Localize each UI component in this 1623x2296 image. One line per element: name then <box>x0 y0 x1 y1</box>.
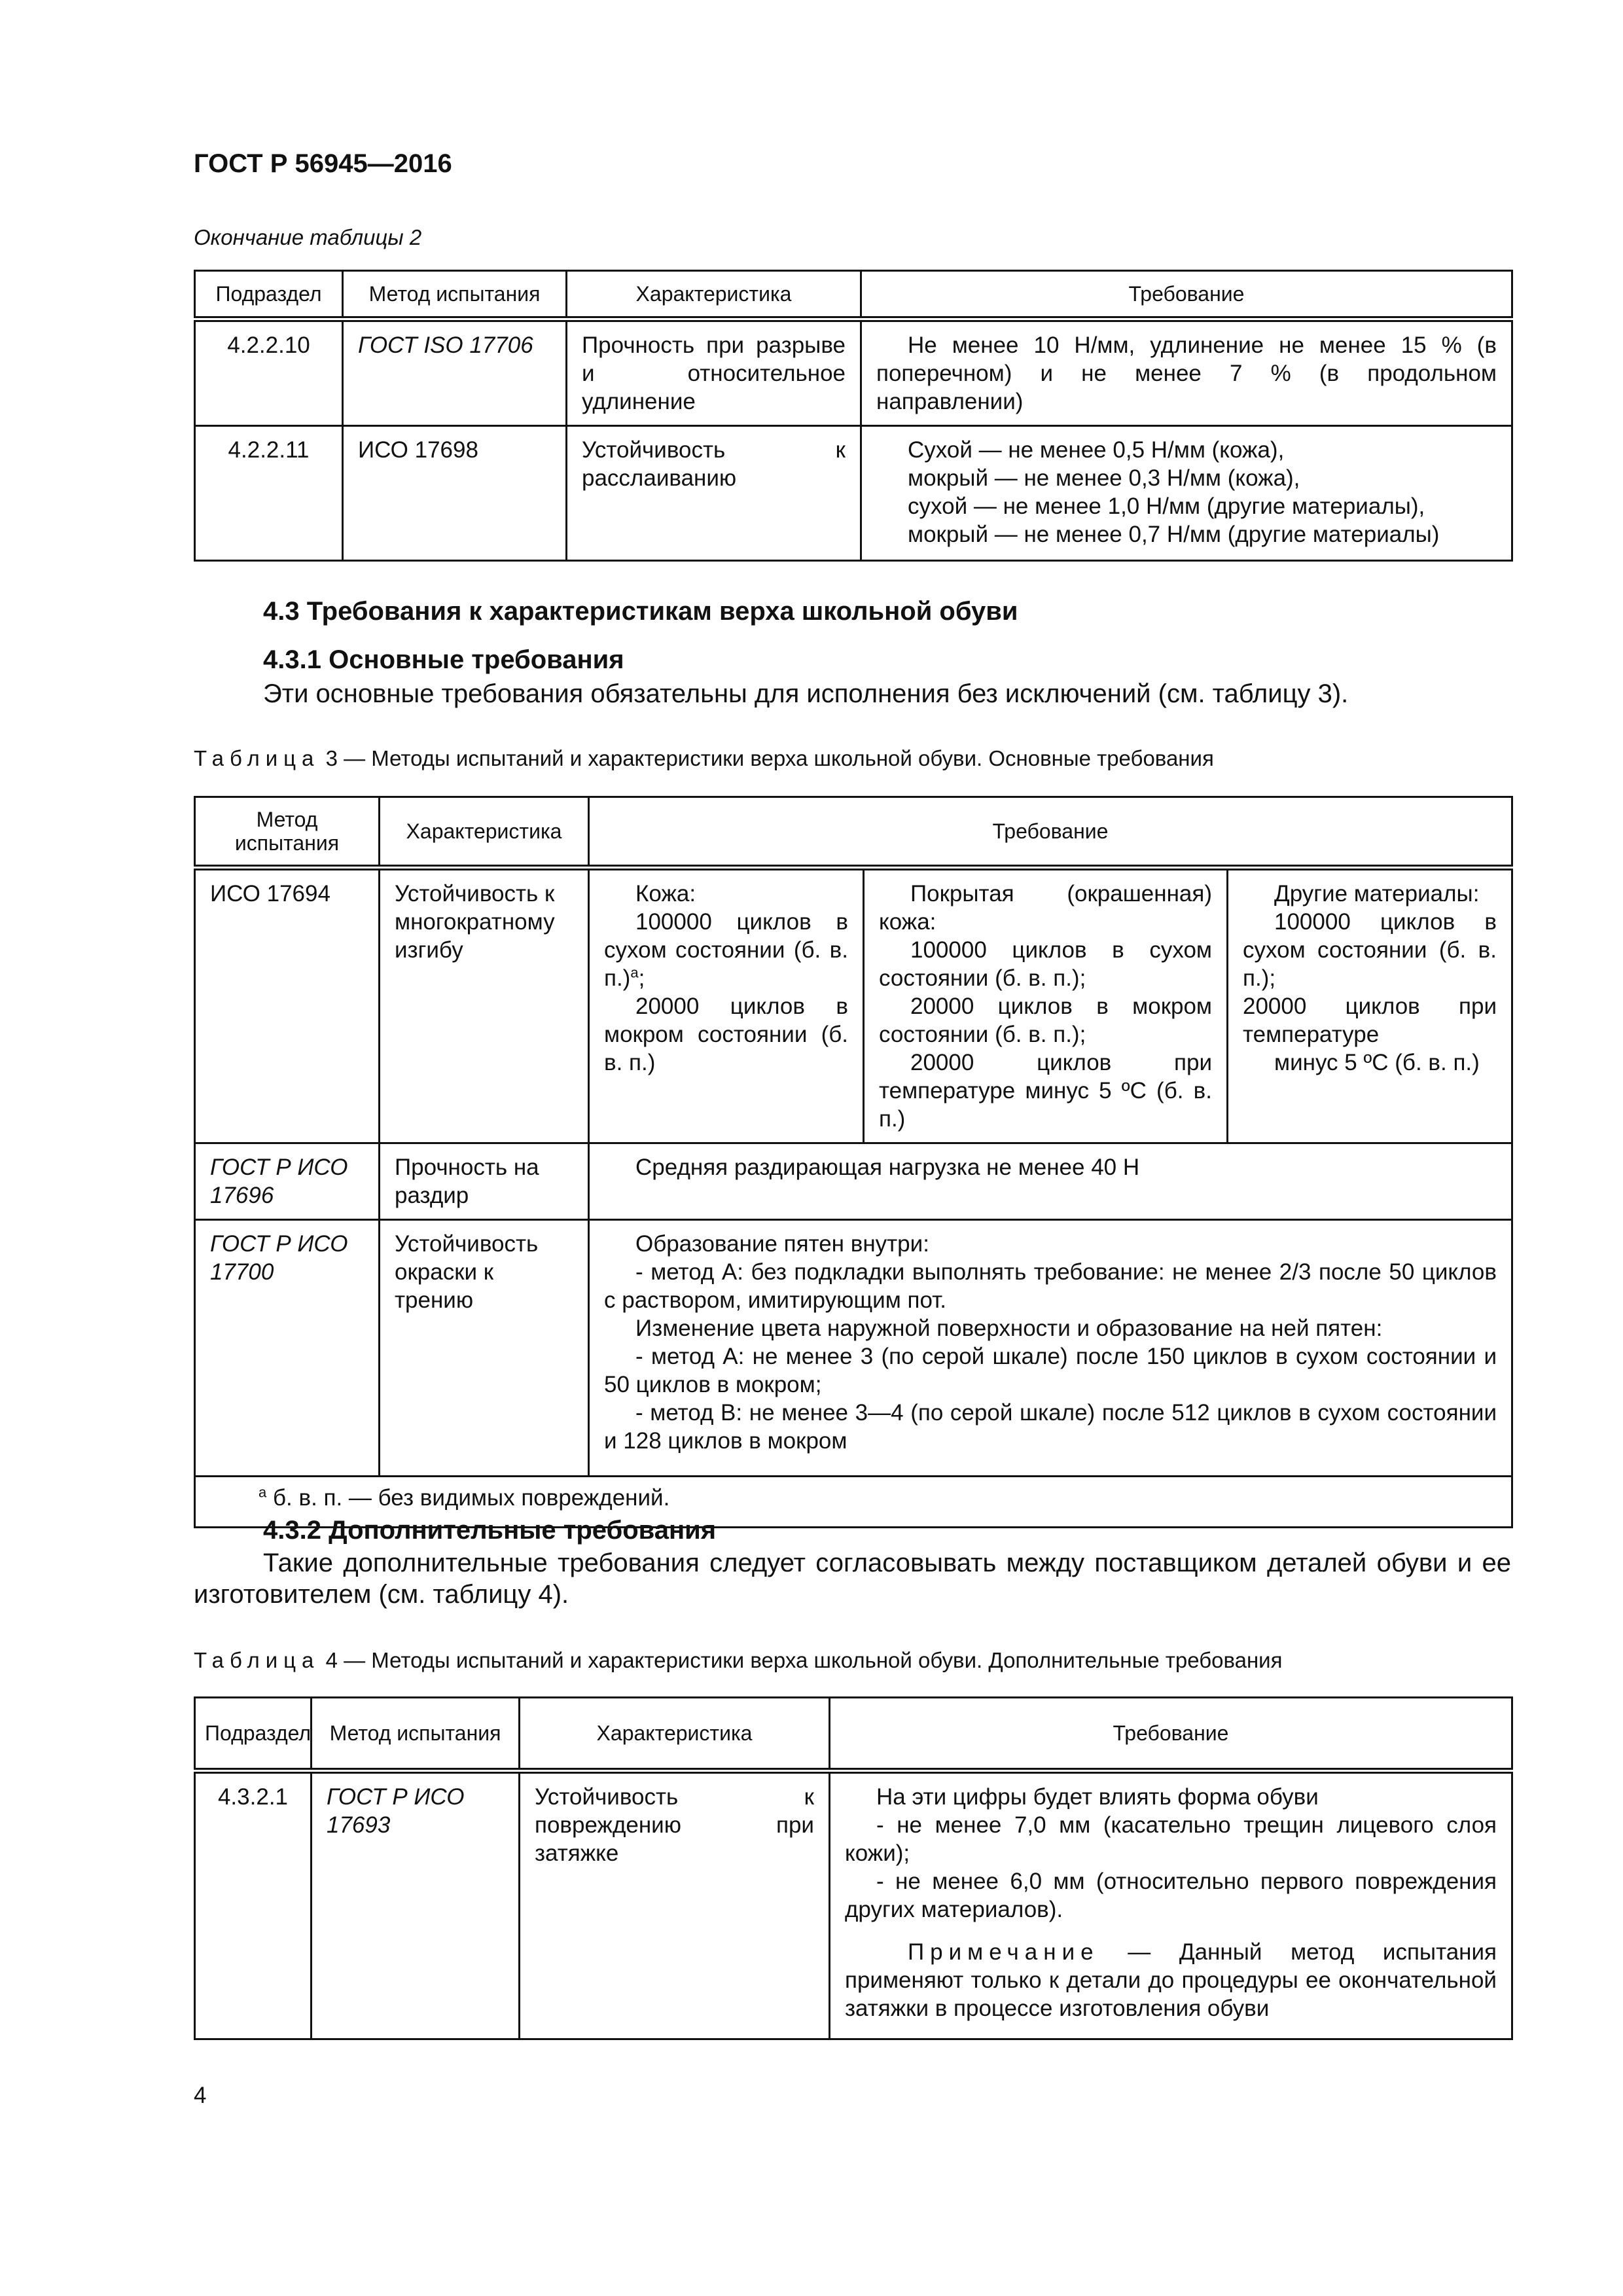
method-cell: ИСО 17694 <box>195 868 380 1143</box>
method-cell: ГОСТ Р ИСО 17696 <box>195 1143 380 1220</box>
header-cell: Метод испытания <box>195 797 380 868</box>
table-row <box>195 319 1512 426</box>
requirement-line: Изменение цвета наружной поверхности и образование на ней пятен: <box>635 1316 1383 1341</box>
table-row <box>195 868 1512 1143</box>
coated-leather-requirement-cell <box>864 868 1228 1143</box>
requirement-cell: Средняя раздирающая нагрузка не менее 40 Н <box>589 1143 1512 1220</box>
requirement-line: - не менее 6,0 мм (относительно первого повреждения других материалов). <box>845 1869 1497 1922</box>
table-caption-text: 4 — Методы испытаний и характеристики верха школьной обуви. Дополнительные требования <box>325 1648 1283 1672</box>
subsection-cell: 4.3.2.1 <box>195 1771 312 2039</box>
table-row <box>195 426 1512 561</box>
requirement-line: - метод А: не менее 3 (по серой шкале) после 150 циклов в сухом состоянии и 50 циклов в мокром; <box>604 1344 1497 1397</box>
section-4-3-2-title: 4.3.2 Дополнительные требования <box>263 1516 717 1545</box>
note-line <box>845 1938 1497 2022</box>
requirement-line: - метод А: без подкладки выполнять требование: не менее 2/3 после 50 циклов с раствором, имитирующим пот. <box>604 1259 1497 1313</box>
footnote-text: б. в. п. — без видимых повреждений. <box>272 1485 670 1511</box>
requirement-line: - метод В: не менее 3—4 (по серой шкале) после 512 циклов в сухом состоянии и 128 циклов в мокром <box>604 1400 1497 1454</box>
requirement-line: сухой — не менее 1,0 Н/мм (другие материалы), <box>908 493 1425 519</box>
page-number: 4 <box>194 2083 207 2108</box>
table-caption-text: 3 — Методы испытаний и характеристики верха школьной обуви. Основные требования <box>325 746 1214 770</box>
table-caption-word: Таблица <box>194 1648 320 1672</box>
requirement-line: минус 5 ºС (б. в. п.) <box>1274 1050 1480 1075</box>
note-word: Примечание <box>908 1939 1099 1965</box>
characteristic-cell: Устойчивость окраски к трению <box>380 1220 589 1477</box>
requirement-cell <box>830 1771 1512 2039</box>
header-cell: Требование <box>861 271 1512 319</box>
requirement-line: мокрый — не менее 0,3 Н/мм (кожа), <box>908 465 1300 491</box>
footnote-mark: а <box>630 964 639 981</box>
requirement-line: 100000 циклов в сухом состоянии (б. в. п.); <box>879 937 1212 991</box>
requirement-line: - не менее 7,0 мм (касательно трещин лицевого слоя кожи); <box>845 1812 1497 1866</box>
characteristic-cell: Устойчивость к расслаиванию <box>567 426 861 561</box>
table-caption-word: Таблица <box>194 746 320 770</box>
footnote-mark: а <box>259 1484 267 1501</box>
table-4 <box>194 1696 1513 2040</box>
requirement-cell: Не менее 10 Н/мм, удлинение не менее 15 % (в поперечном) и не менее 7 % (в продольном направлении) <box>861 319 1512 426</box>
table-3 <box>194 796 1513 1528</box>
characteristic-cell: Прочность при разрыве и относительное удлинение <box>567 319 861 426</box>
requirement-line: Образование пятен внутри: <box>635 1231 929 1257</box>
requirement-line: Сухой — не менее 0,5 Н/мм (кожа), <box>908 437 1285 463</box>
section-4-3-1-text: Эти основные требования обязательны для исполнения без исключений (см. таблицу 3). <box>263 679 1349 708</box>
section-4-3-1-title: 4.3.1 Основные требования <box>263 645 624 674</box>
requirement-punct: ; <box>638 965 645 991</box>
section-4-3-2-text: Такие дополнительные требования следует согласовывать между поставщиком деталей обуви и ее изготовителем (см. таблицу 4). <box>194 1549 1511 1609</box>
table-header-row <box>195 797 1512 868</box>
requirement-line: Кожа: <box>635 881 696 906</box>
table2-continuation-label: Окончание таблицы 2 <box>194 225 422 249</box>
requirement-line: 20000 циклов при температуре <box>1243 994 1497 1047</box>
table4-caption <box>194 1648 1283 1673</box>
characteristic-cell: Устойчивость к повреждению при затяжке <box>520 1771 830 2039</box>
header-cell: Подраздел <box>195 1698 312 1771</box>
requirement-line: Другие материалы: <box>1274 881 1480 906</box>
header-cell: Характеристика <box>380 797 589 868</box>
requirement-line: На эти цифры будет влиять форма обуви <box>876 1784 1319 1810</box>
table-2 <box>194 270 1513 562</box>
leather-requirement-cell <box>589 868 864 1143</box>
table-header-row <box>195 1698 1512 1771</box>
table-row <box>195 1771 1512 2039</box>
requirement-line: 20000 циклов при температуре минус 5 ºС (б. в. п.) <box>879 1050 1212 1132</box>
header-cell: Требование <box>830 1698 1512 1771</box>
requirement-cell <box>861 426 1512 561</box>
method-cell: ИСО 17698 <box>343 426 567 561</box>
header-cell: Метод испытания <box>343 271 567 319</box>
requirement-line: 20000 циклов в мокром состоянии (б. в. п.); <box>879 994 1212 1047</box>
requirement-text: 100000 циклов в сухом состоянии (б. в. п.) <box>604 909 848 991</box>
document-header: ГОСТ Р 56945—2016 <box>194 149 452 178</box>
requirement-cell <box>589 1220 1512 1477</box>
requirement-line: 100000 циклов в сухом состоянии (б. в. п.); <box>1243 909 1497 991</box>
header-cell: Требование <box>589 797 1512 868</box>
method-cell: ГОСТ Р ИСО 17693 <box>312 1771 520 2039</box>
requirement-line: 20000 циклов в мокром состоянии (б. в. п.) <box>604 994 848 1075</box>
table-row <box>195 1143 1512 1220</box>
subsection-cell: 4.2.2.11 <box>195 426 343 561</box>
requirement-line: Покрытая (окрашенная) кожа: <box>879 881 1212 935</box>
characteristic-cell: Прочность на раздир <box>380 1143 589 1220</box>
table-row <box>195 1220 1512 1477</box>
method-cell: ГОСТ ISO 17706 <box>343 319 567 426</box>
header-cell: Характеристика <box>520 1698 830 1771</box>
header-cell: Характеристика <box>567 271 861 319</box>
requirement-line: мокрый — не менее 0,7 Н/мм (другие материалы) <box>908 522 1440 547</box>
header-cell: Метод испытания <box>312 1698 520 1771</box>
method-cell: ГОСТ Р ИСО 17700 <box>195 1220 380 1477</box>
requirement-line <box>604 908 848 992</box>
characteristic-cell: Устойчивость к многократному изгибу <box>380 868 589 1143</box>
subsection-cell: 4.2.2.10 <box>195 319 343 426</box>
table3-caption <box>194 746 1214 771</box>
section-4-3-title: 4.3 Требования к характеристикам верха школьной обуви <box>263 597 1018 626</box>
note-text: — Данный метод испытания применяют только к детали до процедуры ее окончательной затяжки в процессе изготовления обуви <box>845 1939 1497 2021</box>
other-materials-requirement-cell <box>1228 868 1512 1143</box>
table-header-row <box>195 271 1512 319</box>
header-cell: Подраздел <box>195 271 343 319</box>
